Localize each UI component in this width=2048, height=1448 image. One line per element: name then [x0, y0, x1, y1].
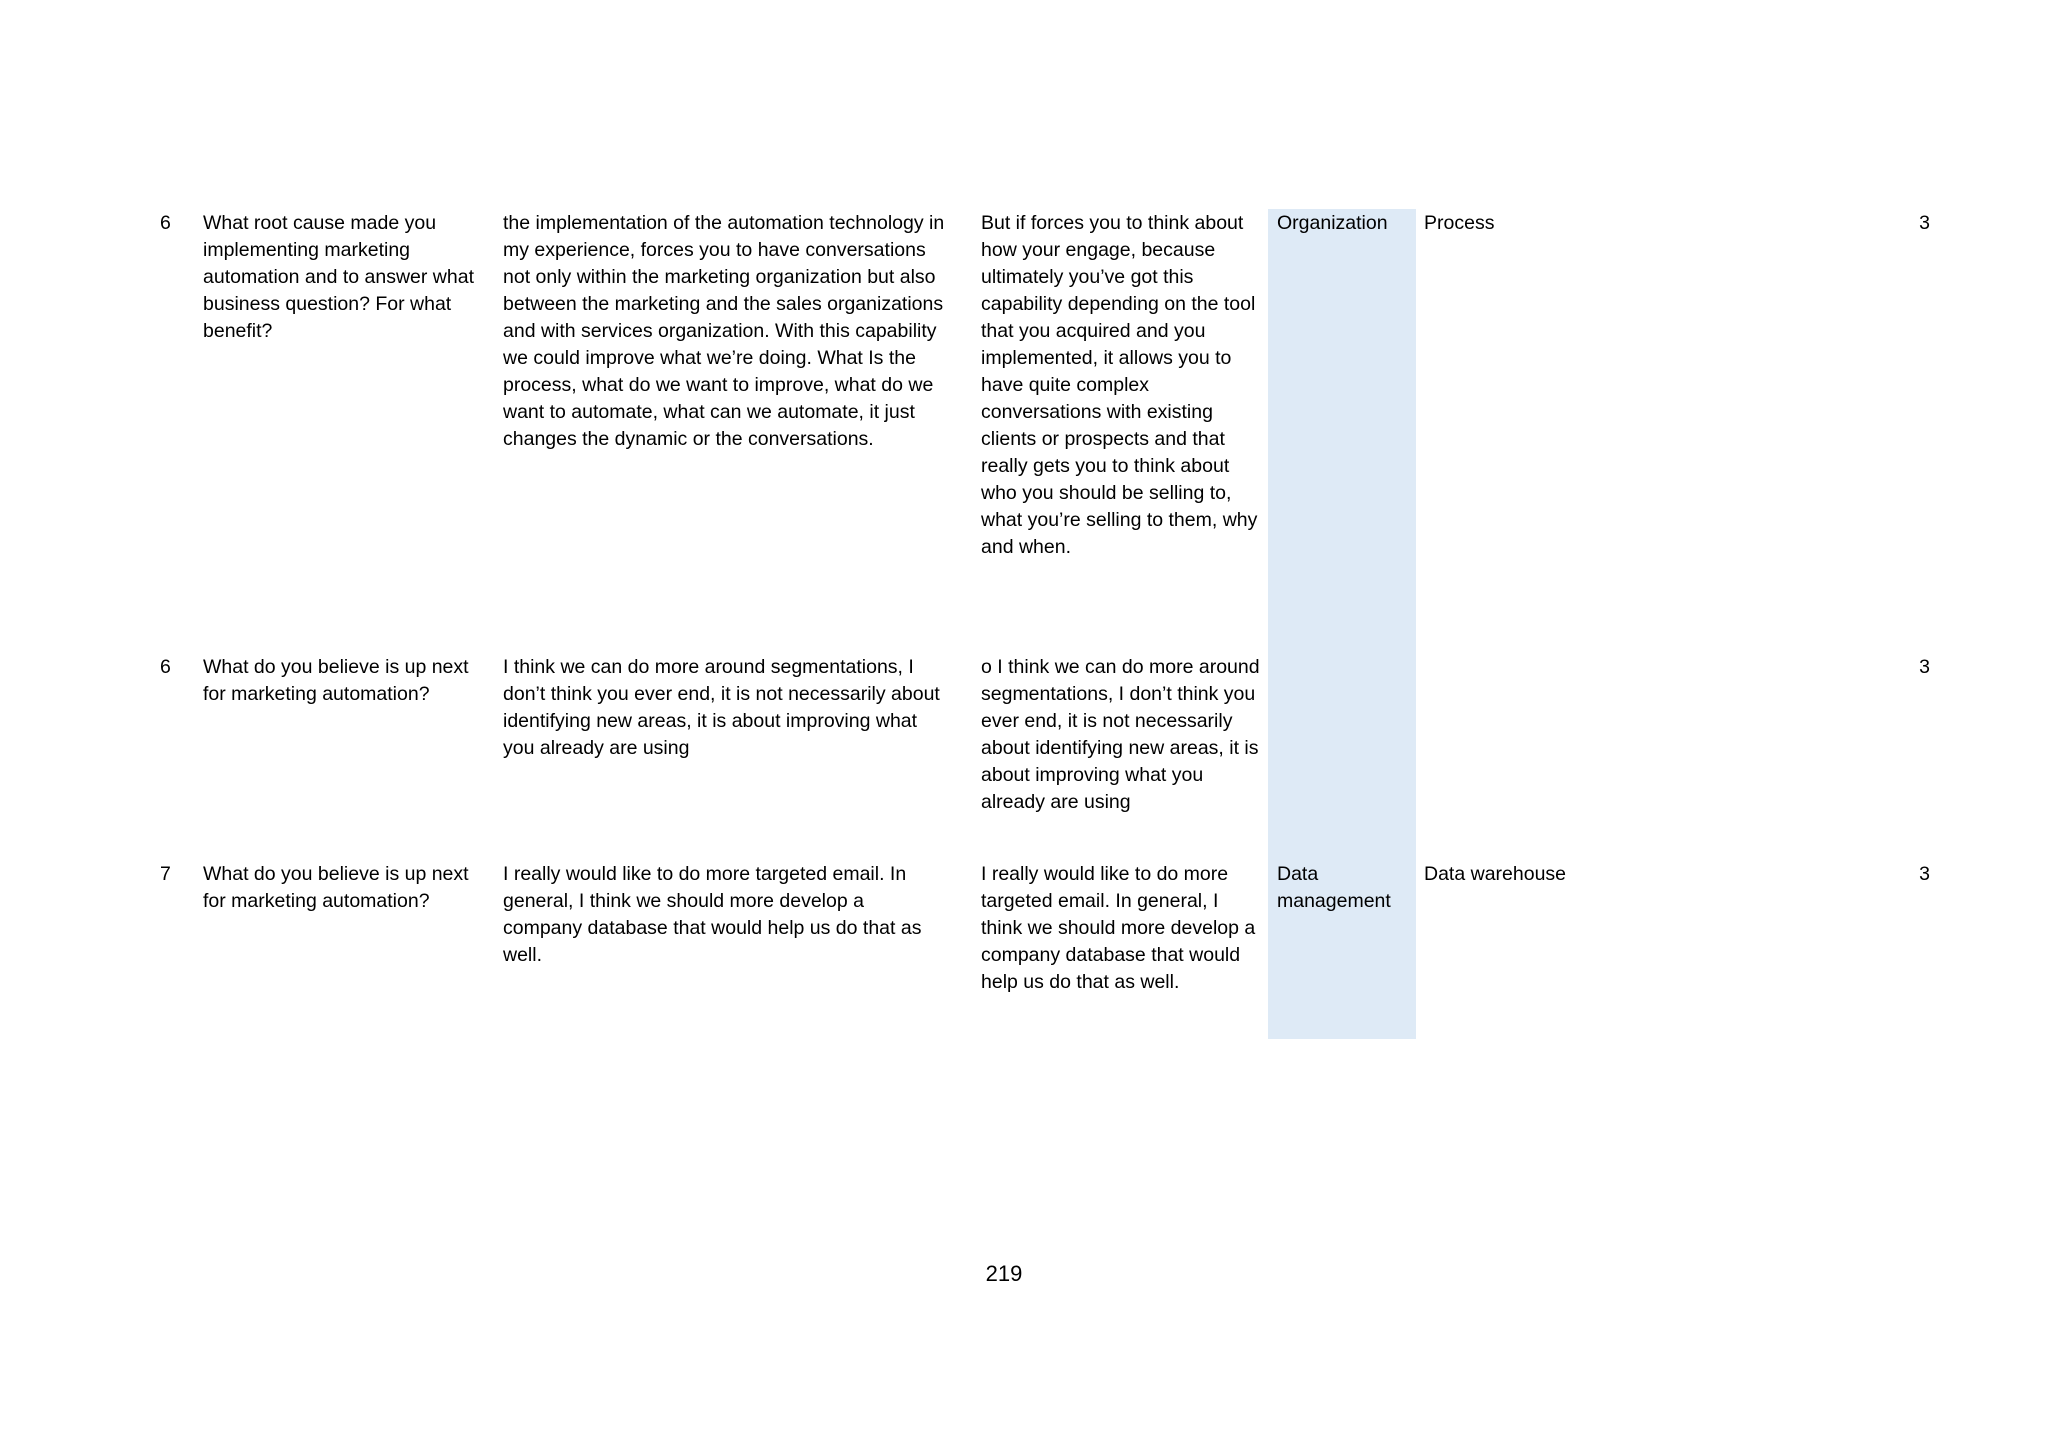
row-number: 6 [160, 656, 171, 678]
row-number: 6 [160, 212, 171, 234]
category-cell: Organization [1277, 212, 1388, 234]
score-cell: 3 [1919, 656, 1930, 678]
summary-cell: I really would like to do more targeted email. In general, I think we should more develop a company database that would help us do that as well. [981, 863, 1256, 993]
summary-cell: o I think we can do more around segmentations, I don’t think you ever end, it is not necessarily about identifying new areas, it is about improving what you already are using [981, 656, 1260, 813]
answer-cell: I really would like to do more targeted email. In general, I think we should more develop a company database that would help us do that as well. [503, 863, 922, 966]
page-number: 219 [985, 1261, 1023, 1286]
summary-cell: But if forces you to think about how your engage, because ultimately you’ve got this capability depending on the tool that you acquired and you implemented, it allows you to have quite complex conversations with existing clients or prospects and that really gets you to think about who you should be selling to, what you’re selling to them, why and when. [981, 212, 1258, 558]
answer-cell: I think we can do more around segmentations, I don’t think you ever end, it is not necessarily about identifying new areas, it is about improving what you already are using [503, 656, 940, 759]
question-cell: What root cause made you implementing marketing automation and to answer what business question? For what benefit? [203, 212, 475, 342]
row-number: 7 [160, 863, 171, 885]
category-cell: Data management [1277, 863, 1391, 912]
score-cell: 3 [1919, 212, 1930, 234]
question-cell: What do you believe is up next for marketing automation? [203, 863, 469, 912]
question-cell: What do you believe is up next for marketing automation? [203, 656, 469, 705]
subcategory-cell: Process [1424, 212, 1495, 234]
score-cell: 3 [1919, 863, 1930, 885]
answer-cell: the implementation of the automation technology in my experience, forces you to have conversations not only within the marketing organization but also between the marketing and the sales organizations and with services organization. With this capability we could improve what we’re doing. What Is the process, what do we want to improve, what do we want to automate, what can we automate, it just changes the dynamic or the conversations. [503, 212, 945, 450]
subcategory-cell: Data warehouse [1424, 863, 1567, 885]
